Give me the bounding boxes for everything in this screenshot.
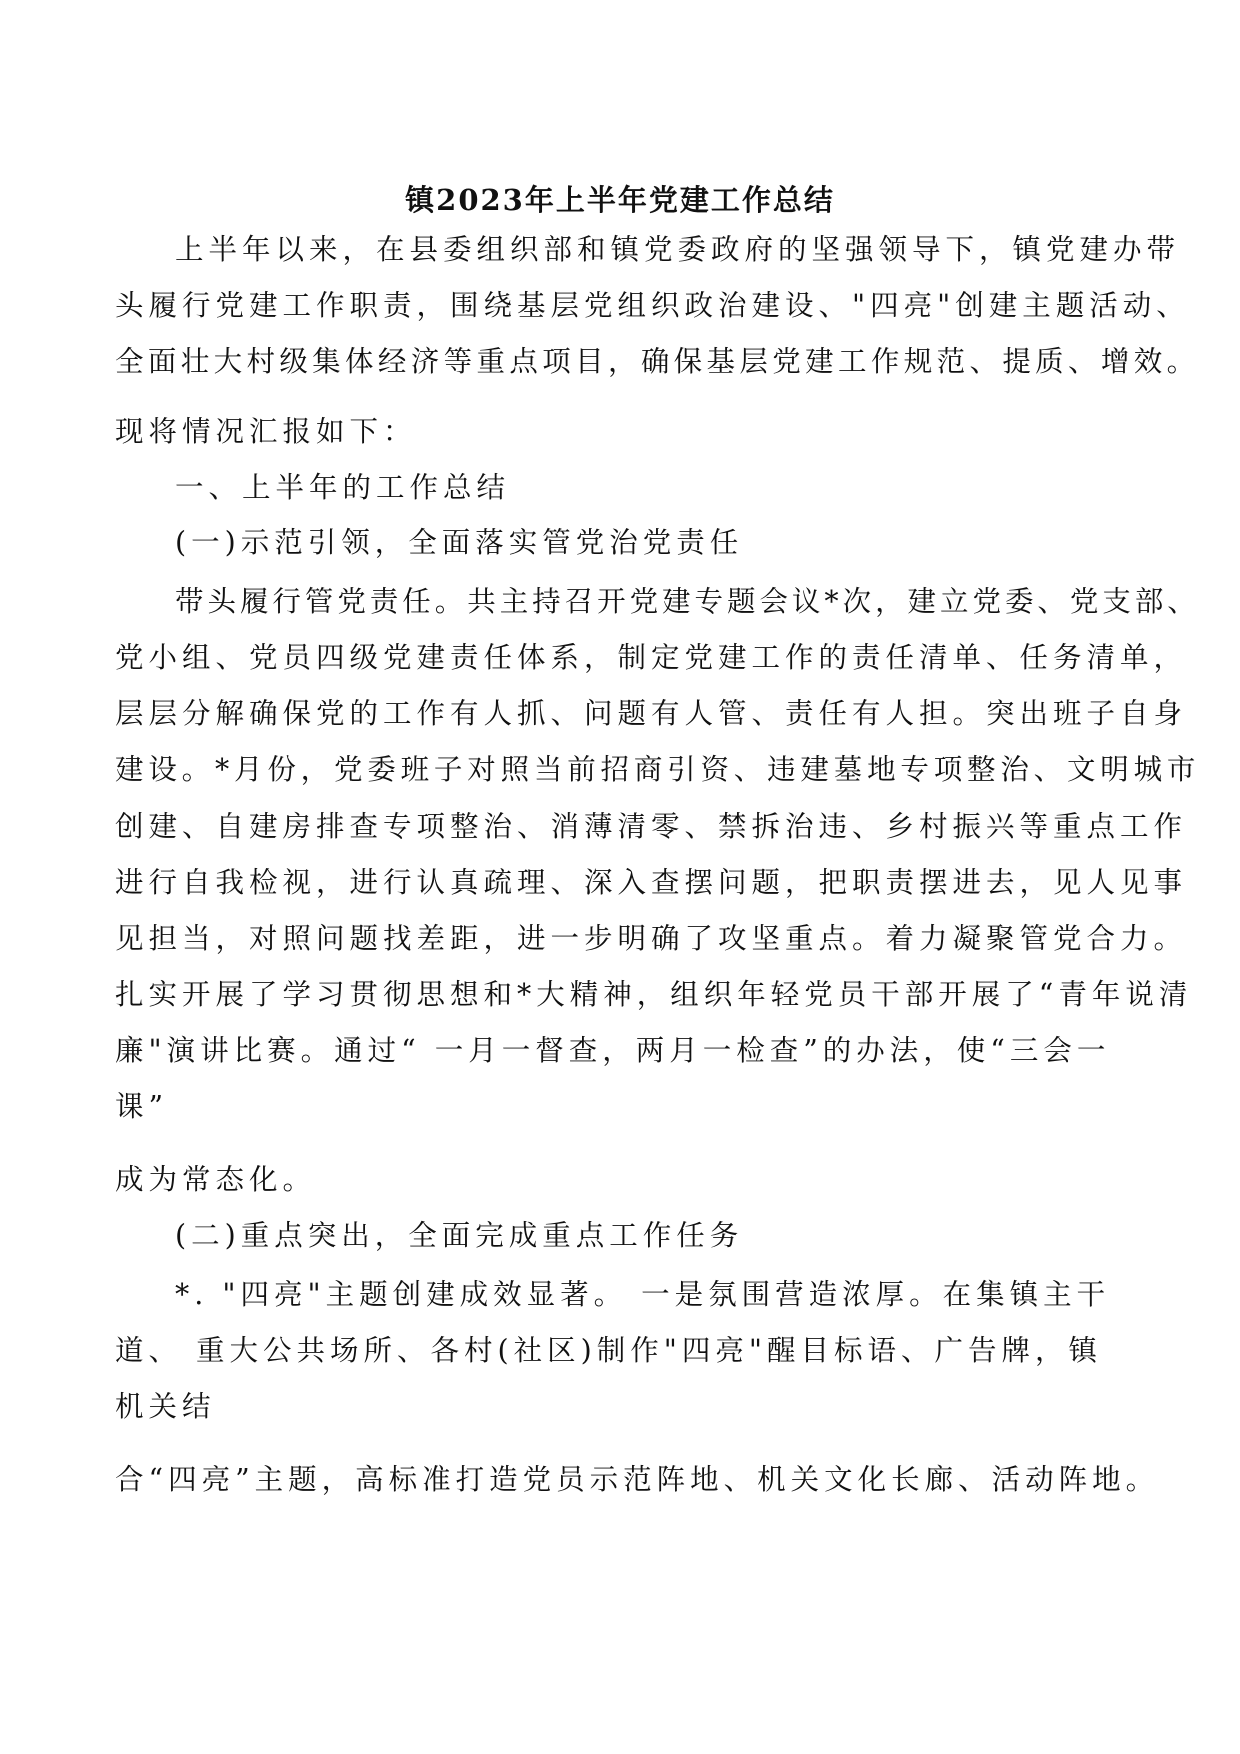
paragraph-line: 党小组、党员四级党建责任体系，制定党建工作的责任清单、任务清单， — [115, 641, 1188, 674]
paragraph-line: 机关结 — [115, 1390, 216, 1423]
paragraph-line: 见担当，对照问题找差距，进一步明确了攻坚重点。着力凝聚管党合力。 — [115, 922, 1188, 955]
paragraph-line: 带头履行管党责任。共主持召开党建专题会议*次，建立党委、党支部、 — [175, 585, 1200, 618]
paragraph-line: 课” — [115, 1090, 169, 1123]
subsection-heading: (一)示范引领，全面落实管党治党责任 — [175, 526, 744, 559]
paragraph-line: 头履行党建工作职责，围绕基层党组织政治建设、"四亮"创建主题活动、 — [115, 289, 1190, 322]
paragraph-line: 建设。*月份，党委班子对照当前招商引资、违建墓地专项整治、文明城市 — [115, 753, 1201, 786]
paragraph-line: 成为常态化。 — [115, 1163, 317, 1196]
paragraph-line: 道、 重大公共场所、各村(社区)制作"四亮"醒目标语、广告牌，镇 — [115, 1334, 1103, 1367]
paragraph-line: 层层分解确保党的工作有人抓、问题有人管、责任有人担。突出班子自身 — [115, 697, 1188, 730]
paragraph-line: 扎实开展了学习贯彻思想和*大精神，组织年轻党员干部开展了“青年说清 — [115, 978, 1193, 1011]
paragraph-line: 现将情况汇报如下： — [115, 415, 417, 448]
paragraph-line: 合“四亮”主题，高标准打造党员示范阵地、机关文化长廊、活动阵地。 — [115, 1463, 1160, 1496]
document-title: 镇2023年上半年党建工作总结 — [405, 183, 835, 217]
paragraph-line: 廉"演讲比赛。通过“ 一月一督查，两月一检查”的办法，使“三会一 — [115, 1034, 1111, 1067]
paragraph-line: *. "四亮"主题创建成效显著。 一是氛围营造浓厚。在集镇主干 — [175, 1278, 1111, 1311]
paragraph-line: 全面壮大村级集体经济等重点项目，确保基层党建工作规范、提质、增效。 — [115, 345, 1200, 378]
subsection-heading: (二)重点突出，全面完成重点工作任务 — [175, 1219, 744, 1252]
paragraph-line: 创建、自建房排查专项整治、消薄清零、禁拆治违、乡村振兴等重点工作 — [115, 810, 1188, 843]
paragraph-line: 上半年以来，在县委组织部和镇党委政府的坚强领导下，镇党建办带 — [175, 233, 1181, 266]
paragraph-line: 进行自我检视，进行认真疏理、深入查摆问题，把职责摆进去，见人见事 — [115, 866, 1188, 899]
section-heading: 一、上半年的工作总结 — [175, 471, 511, 504]
